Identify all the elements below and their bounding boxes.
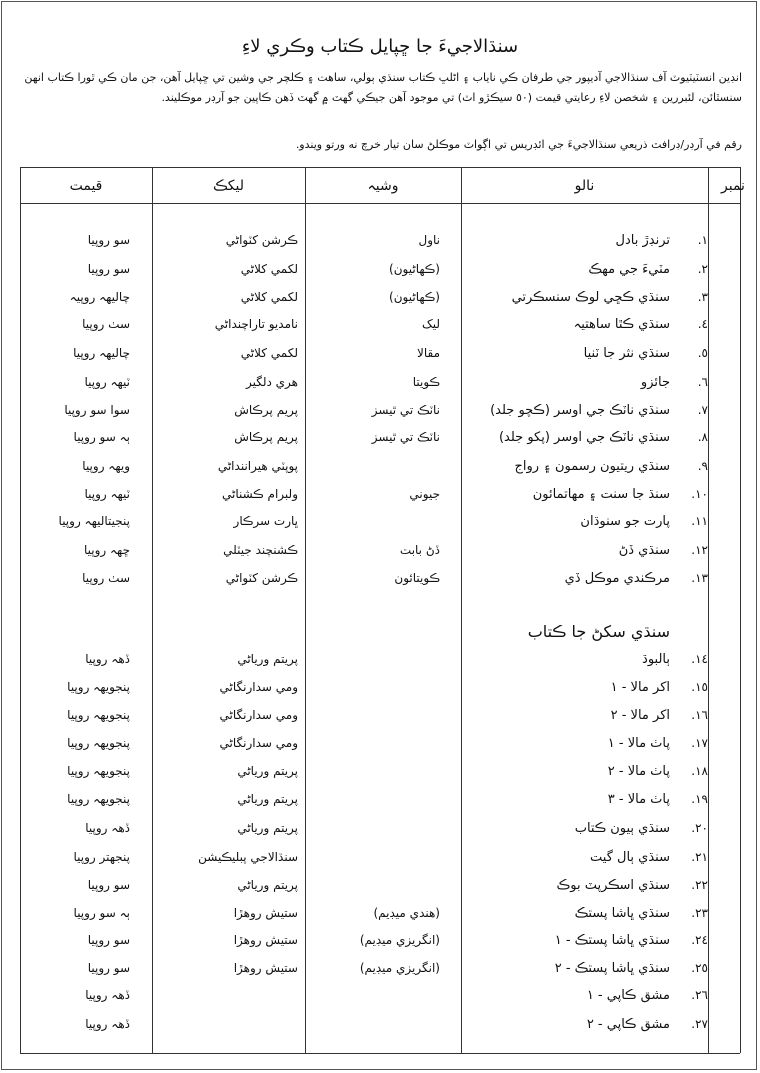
book-subject: ڏڻ بابت	[399, 543, 440, 557]
header-subject: وشيہ	[367, 178, 399, 194]
book-author: ڀارت سرڪار	[233, 514, 298, 528]
book-author: لکمي کلاڻي	[240, 262, 298, 276]
book-name: ترنڊڙ بادل	[615, 233, 670, 248]
book-name: پاٺ مالا - ٣	[607, 792, 670, 807]
book-price: پنجويهہ روپيا	[67, 680, 130, 694]
book-number: ٢٢.	[691, 878, 708, 892]
header-number: نمبر	[721, 178, 745, 194]
book-number: ٢٠.	[691, 821, 708, 835]
book-author: ستيش روهڙا	[233, 961, 298, 975]
book-author: ڪشنچند جيٽلي	[223, 543, 298, 557]
book-author: هري دلگير	[245, 375, 298, 389]
book-subject: (انگريزي ميڊيم)	[359, 933, 440, 947]
book-price: سو روپيا	[87, 961, 130, 975]
book-price: سو روپيا	[87, 233, 130, 247]
book-name: پارت جو سنوڌان	[580, 514, 670, 529]
col-divider	[740, 167, 741, 1053]
order-note: رقم في آرڊر/ڊرافٽ ذريعي سنڌالاجيءَ جي ائڊريس تي اڳواٽ موڪلڻ سان تيار خرچ نه ورتو ويندو.	[295, 138, 742, 151]
book-author: ڪرشن کٽواڻي	[225, 571, 298, 585]
book-subject: ڪويتائون	[394, 571, 440, 585]
book-name: سنڌي ڪڇي لوڪ سنسڪرتي	[511, 290, 670, 305]
book-name: سنڌي ناٽڪ جي اوسر (ڪچو جلد)	[490, 403, 670, 418]
book-number: ٦.	[697, 375, 708, 389]
book-author: پريتم ورياڻي	[237, 652, 298, 666]
book-name: اکر مالا - ١	[610, 680, 670, 695]
book-number: ١٧.	[691, 736, 708, 750]
book-number: ١٦.	[691, 708, 708, 722]
book-author: ڪرشن کٽواڻي	[225, 233, 298, 247]
book-price: چاليهہ روپيہ	[69, 290, 130, 304]
book-name: سنڌي ٻال گيت	[590, 850, 670, 865]
book-number: ١.	[697, 233, 708, 247]
book-name: مرڪندي موڪل ڏي	[564, 571, 670, 586]
book-name: سنڌي ريتيون رسمون ۽ رواج	[514, 459, 670, 474]
table-bottom-rule	[20, 1053, 740, 1054]
book-number: ٨.	[697, 430, 708, 444]
book-price: سو روپيا	[87, 878, 130, 892]
col-divider	[461, 167, 462, 1053]
book-name: جائزو	[640, 375, 670, 390]
book-number: ١٨.	[691, 764, 708, 778]
book-price: سو روپيا	[87, 262, 130, 276]
book-subject: ناٽڪ تي ٿيسز	[371, 430, 440, 444]
book-number: ١٤.	[691, 652, 708, 666]
book-number: ٧.	[697, 403, 708, 417]
book-price: ويهہ روپيا	[82, 459, 130, 473]
book-subject: ليک	[421, 317, 440, 331]
book-number: ١٥.	[691, 680, 708, 694]
book-name: مشق ڪاپي - ٢	[586, 1017, 670, 1032]
book-author: ستيش روهڙا	[233, 933, 298, 947]
header-price: قيمت	[69, 178, 103, 194]
book-subject: ناٽڪ تي ٿيسز	[371, 403, 440, 417]
book-number: ٢٤.	[691, 933, 708, 947]
book-name: سنڌي نثر جا ٽنيا	[583, 346, 670, 361]
book-number: ١٠.	[691, 487, 708, 501]
header-author: ليکڪ	[213, 178, 244, 194]
book-name: سنڌي اسڪرپٽ بوڪ	[556, 878, 670, 893]
book-author: ومي سدارنگاڻي	[219, 708, 298, 722]
book-price: پنجويهہ روپيا	[67, 708, 130, 722]
section-title: سنڌي سکڻ جا ڪتاب	[527, 622, 670, 641]
book-subject: ناول	[418, 233, 440, 247]
book-number: ٢٧.	[691, 1017, 708, 1031]
book-number: ١٢.	[691, 543, 708, 557]
book-number: ٢٦.	[691, 988, 708, 1002]
book-price: سو روپيا	[87, 933, 130, 947]
book-author: پوپٽي هيراننداڻي	[217, 459, 298, 473]
book-price: چاليهہ روپيا	[73, 346, 130, 360]
book-price: ڏهہ روپيا	[85, 1017, 130, 1031]
book-subject: جيوني	[409, 487, 440, 501]
book-name: سنڌي ڀاشا پستڪ - ٢	[554, 961, 670, 976]
table-top-rule	[20, 167, 740, 168]
book-author: ومي سدارنگاڻي	[219, 736, 298, 750]
book-price: پنجويهہ روپيا	[67, 764, 130, 778]
page-title: سنڌالاجيءَ جا ڇپايل ڪتاب وڪري لاءِ	[241, 36, 519, 57]
book-price: پنجيتاليهہ روپيا	[58, 514, 130, 528]
book-price: سوا سو روپيا	[64, 403, 130, 417]
book-name: سنڌي ڀاشا پستڪ - ١	[554, 933, 670, 948]
book-number: ٩.	[697, 459, 708, 473]
book-price: ٽيهہ روپيا	[84, 487, 130, 501]
book-name: سنڌي ٻيون ڪتاب	[574, 821, 670, 836]
col-divider	[708, 167, 709, 1053]
col-divider	[152, 167, 153, 1053]
book-subject: (انگريزي ميڊيم)	[359, 961, 440, 975]
book-number: ٤.	[697, 317, 708, 331]
book-number: ١٩.	[691, 792, 708, 806]
book-price: ڇهہ روپيا	[83, 543, 130, 557]
book-subject: (ڪهاڻيون)	[389, 290, 440, 304]
book-name: مٽيءَ جي مهڪ	[588, 262, 670, 277]
book-subject: ڪويتا	[412, 375, 440, 389]
book-name: پاٺ مالا - ٢	[607, 764, 670, 779]
book-number: ٢.	[697, 262, 708, 276]
book-subject: (ڪهاڻيون)	[389, 262, 440, 276]
book-author: ستيش روهڙا	[233, 906, 298, 920]
book-author: لکمي کلاڻي	[240, 346, 298, 360]
book-author: ومي سدارنگاڻي	[219, 680, 298, 694]
book-subject: مقالا	[417, 346, 440, 360]
book-price: ٽيهہ روپيا	[84, 375, 130, 389]
book-author: پريتم ورياڻي	[237, 792, 298, 806]
book-price: سٺ روپيا	[82, 571, 130, 585]
book-name: سنڌي ڀاشا پستڪ	[574, 906, 670, 921]
book-name: پاٺ مالا - ١	[607, 736, 670, 751]
book-name: سنڌ جا سنت ۽ مهاتمائون	[532, 487, 670, 502]
book-number: ٢٣.	[691, 906, 708, 920]
book-author: لکمي کلاڻي	[240, 290, 298, 304]
book-author: پريم پرڪاش	[234, 403, 298, 417]
book-name: ٻالبوڌ	[642, 652, 670, 667]
book-name: مشق ڪاپي - ١	[586, 988, 670, 1003]
book-name: سنڌي ڏڻ	[618, 543, 670, 558]
book-number: ٢١.	[691, 850, 708, 864]
book-name: اکر مالا - ٢	[610, 708, 670, 723]
book-number: ١٣.	[691, 571, 708, 585]
book-price: ڏهہ روپيا	[85, 988, 130, 1002]
header-bottom-rule	[20, 203, 740, 204]
book-author: پريتم ورياڻي	[237, 878, 298, 892]
book-author: ولبرام ڪشناڻي	[221, 487, 298, 501]
book-author: پريتم ورياڻي	[237, 764, 298, 778]
book-name: سنڌي ناٽڪ جي اوسر (پکو جلد)	[498, 430, 670, 445]
book-price: سٺ روپيا	[82, 317, 130, 331]
book-price: ٻہ سو روپيا	[73, 906, 130, 920]
book-author: پريتم ورياڻي	[237, 821, 298, 835]
book-price: ڏهہ روپيا	[85, 652, 130, 666]
intro-paragraph: انڊين انسٽيٽيوٽ آف سنڌالاجي آديپور جي طرفان ڪي ناياب ۽ اڻلڀ ڪتاب سنڌي ٻولي، ساهت ۽ ڪلچر جي وشين تي ڇپايل آهن، جن مان ڪي ٿورا ڪتاب انهن سنسٿائن، لئبررين ۽ شخصن لاءِ رعايتي قيمت (٥٠ سيڪڙو اٽ) تي موجود آهن جيڪي گهٽ ۾ گهٽ ڏهن ڪاپين جو آرڊر موڪليند.	[24, 71, 742, 104]
book-number: ١١.	[691, 514, 708, 528]
book-author: نامديو تاراچنداڻي	[214, 317, 298, 331]
book-author: سنڌالاجي پبليڪيشن	[198, 850, 298, 864]
book-price: ٻہ سو روپيا	[73, 430, 130, 444]
book-author: پريم پرڪاش	[234, 430, 298, 444]
book-price: ڏهہ روپيا	[85, 821, 130, 835]
book-price: پنجويهہ روپيا	[67, 792, 130, 806]
book-price: پنجويهہ روپيا	[67, 736, 130, 750]
book-subject: (هندي ميڊيم)	[373, 906, 440, 920]
book-number: ٣.	[697, 290, 708, 304]
book-number: ٥.	[697, 346, 708, 360]
book-price: پنجهتر روپيا	[73, 850, 130, 864]
book-number: ٢٥.	[691, 961, 708, 975]
book-name: سنڌي ڪٿا ساهتيہ	[573, 317, 670, 332]
header-name: نالو	[574, 178, 595, 194]
